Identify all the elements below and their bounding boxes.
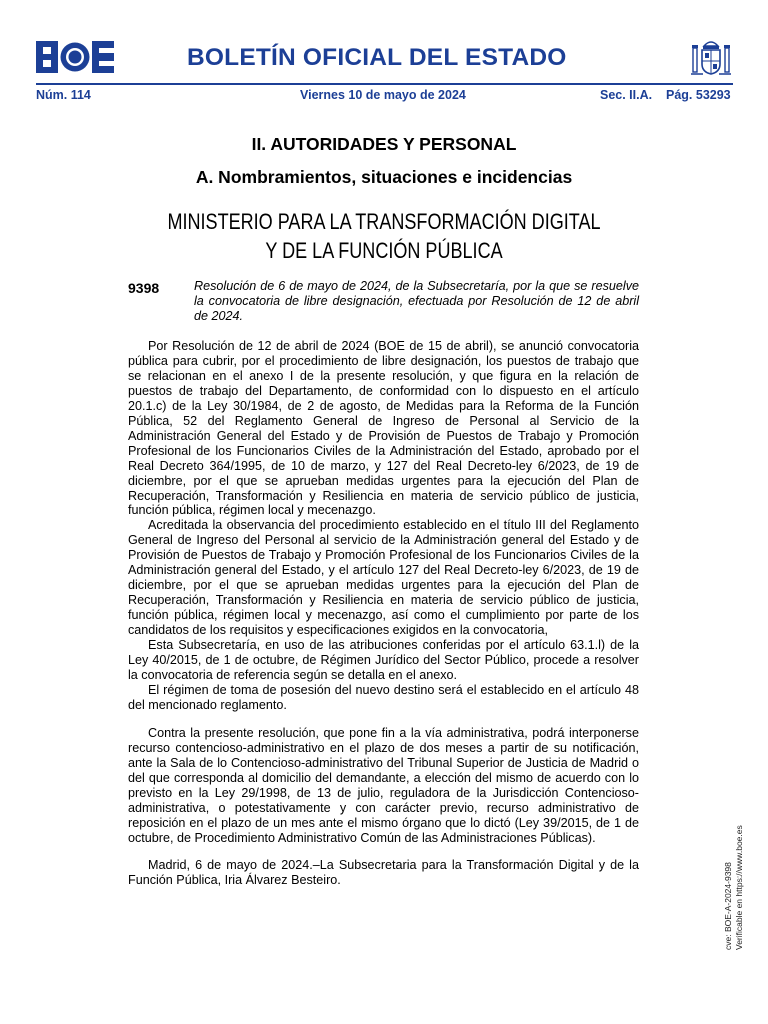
paragraph: Por Resolución de 12 de abril de 2024 (BOE de 15 de abril), se anunció convocatoria pública para cubrir, por el procedimiento de libre designación, los puestos de trabajo que se relacionan en el anexo I de la presente resolución, y que figura en la relación de puestos de trabajo del Departamento, de conformidad con lo dispuesto en el artículo 20.1.c) de la Ley 30/1984, de 2 de agosto, de Medidas para la Reforma de la Función Pública, 52 del Reglamento General de Ingreso de Personal al Servicio de la Administración General del Estado y de Provisión de Puestos de Trabajo y Promoción Profesional de los Funcionarios Civiles de la Administración del Estado, aprobado por el Real Decreto 364/1995, de 10 de marzo, y 127 del Real Decreto-ley 6/2023, de 19 de diciembre, por el que se aprueban medidas urgentes para la ejecución del Plan de Recuperación, Transformación y Resiliencia en materia de servicio público de justicia, función pública, régimen local y mecenazgo.: [128, 339, 639, 518]
paragraph: Esta Subsecretaría, en uso de las atribuciones conferidas por el artículo 63.1.l) de la Ley 40/2015, de 1 de octubre, de Régimen Jurídico del Sector Público, procede a resolver la convocatoria de referencia según se detalla en el anexo.: [128, 638, 639, 682]
paragraph: Acreditada la observancia del procedimiento establecido en el título III del Reglamento General de Ingreso del Personal al servicio de la Administración general del Estado y de Provisión de Puestos de Trabajo y Promoción Profesional de los Funcionarios Civiles de la Administración general del Estado, y el artículo 127 del Real Decreto-ley 6/2023, de 19 de diciembre, por el que se aprueban medidas urgentes para la ejecución del Plan de Recuperación, Transformación y Resiliencia en materia de servicio público de justicia, función pública, régimen local y mecenazgo, así como el cumplimiento por parte de los candidatos de los requisitos y especificaciones exigidos en la convocatoria,: [128, 518, 639, 638]
resolution-summary: Resolución de 6 de mayo de 2024, de la Subsecretaría, por la que se resuelve la convocatoria de libre designación, efectuada por Resolución de 12 de abril de 2024.: [194, 279, 639, 323]
page-number: Pág. 53293: [666, 88, 731, 102]
document-body: [128, 339, 639, 888]
entry-number: 9398: [128, 280, 160, 296]
paragraph: El régimen de toma de posesión del nuevo destino será el establecido en el artículo 48 del mencionado reglamento.: [128, 682, 639, 712]
paragraph: Contra la presente resolución, que pone fin a la vía administrativa, podrá interponerse recurso contencioso-administrativo en el plazo de dos meses a partir de su notificación, ante la Sala de lo Contencioso-administrativo del Tribunal Superior de Justicia de Madrid o del que corresponda al domicilio del demandante, a elección del mismo de acuerdo con lo previsto en la Ley 29/1998, de 13 de julio, reguladora de la Jurisdicción Contencioso-administrativa, o potestativamente y con carácter previo, recurso administrativo de reposición en el plazo de un mes ante el mismo órgano que lo dictó (Ley 39/2015, de 1 de octubre, de Procedimiento Administrativo Común de las Administraciones Públicas).: [128, 725, 639, 845]
verification-link[interactable]: Verificable en https://www.boe.es: [734, 825, 744, 950]
section-label: Sec. II.A.: [600, 88, 653, 102]
section-title: II. AUTORIDADES Y PERSONAL: [251, 134, 517, 154]
cve-code: cve: BOE-A-2024-9398: [723, 862, 733, 950]
issue-number: Núm. 114: [36, 88, 91, 102]
signature-paragraph: Madrid, 6 de mayo de 2024.–La Subsecretaria para la Transformación Digital y de la Función Pública, Iria Álvarez Besteiro.: [128, 858, 639, 888]
verification-note: [723, 825, 745, 950]
gazette-title: BOLETÍN OFICIAL DEL ESTADO: [187, 44, 567, 71]
coat-of-arms-icon: [689, 36, 733, 80]
ministry-line-1: MINISTERIO PARA LA TRANSFORMACIÓN DIGITAL: [167, 209, 601, 234]
issue-date: Viernes 10 de mayo de 2024: [300, 88, 466, 102]
header-rule: [36, 83, 733, 85]
ministry-line-2: Y DE LA FUNCIÓN PÚBLICA: [265, 238, 503, 263]
subsection-title: A. Nombramientos, situaciones e incidencias: [195, 167, 573, 187]
boe-logo: [36, 41, 114, 73]
